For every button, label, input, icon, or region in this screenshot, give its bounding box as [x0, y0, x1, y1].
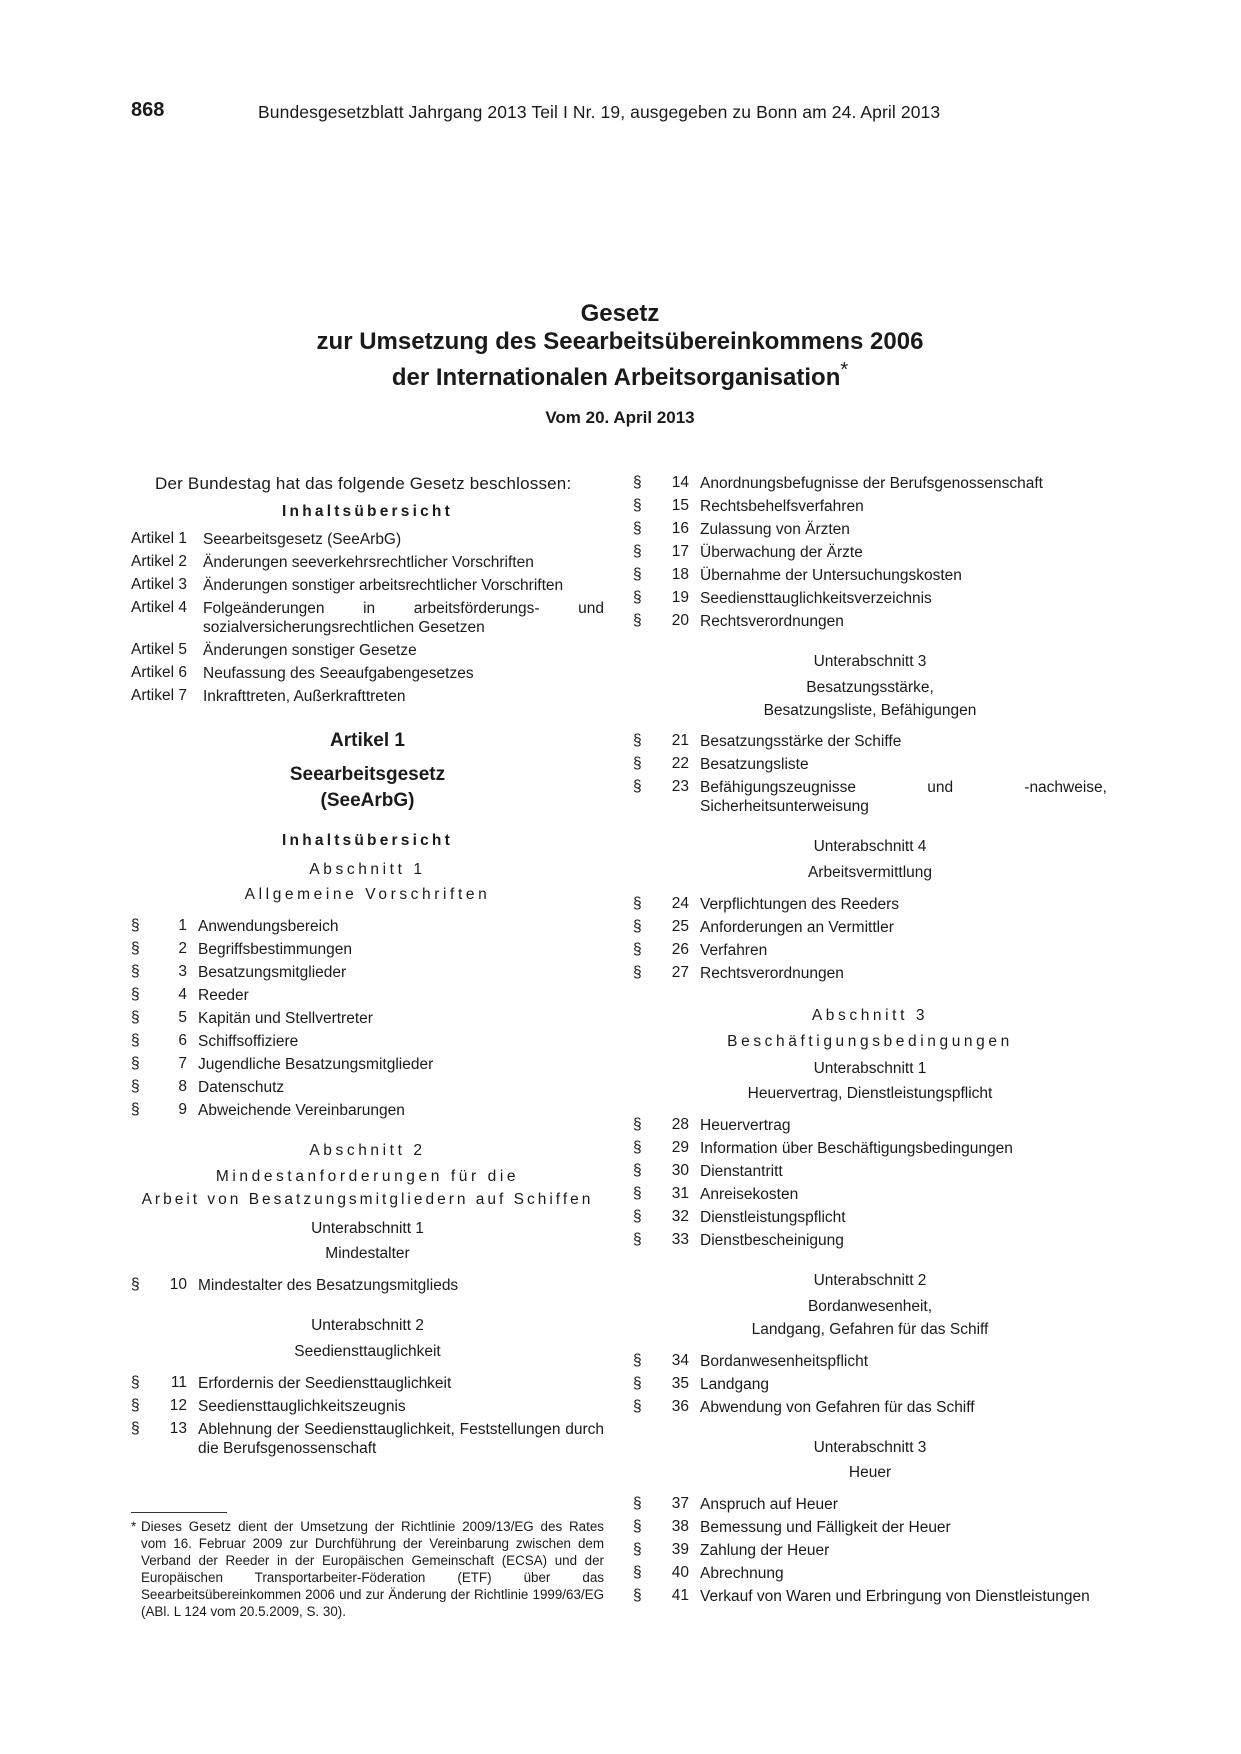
artikel-1-abbrev: (SeeArbG): [320, 789, 415, 811]
paragraph-title: Erfordernis der Seediensttauglichkeit: [198, 1374, 452, 1392]
unterabschnitt-2-3-title-2: Besatzungsliste, Befähigungen: [763, 701, 977, 719]
article-list-item: [131, 551, 604, 574]
paragraph-list-item: [633, 1585, 1107, 1608]
paragraph-list-item: [633, 1373, 1107, 1396]
footnote-text: Dieses Gesetz dient der Umsetzung der Richtlinie 2009/13/EG des Rates vom 16. Februar 2009 zur Durchführung der Vereinbarung zwischen dem Verband der Reeder in der Europäischen Gemeinschaft (ECSA) und der Europäischen Transportarbeiter-Föderation (ETF) über das Seearbeitsübereinkommen 2006 und zur Änderung der Richtlinie 1999/63/EG (ABl. L 124 vom 20.5.2009, S. 30).: [141, 1519, 604, 1619]
paragraph-list-item: [131, 1418, 604, 1460]
paragraph-title: Seediensttauglichkeitszeugnis: [198, 1397, 406, 1415]
article-list-item: [131, 597, 604, 639]
paragraph-number: 26: [671, 940, 689, 958]
paragraph-number: 22: [671, 755, 689, 773]
page-number: 868: [131, 99, 165, 121]
paragraph-number: 30: [671, 1162, 689, 1180]
paragraph-symbol: §: [131, 963, 140, 981]
paragraph-title: Reeder: [198, 987, 249, 1005]
paragraph-list-item: [131, 1274, 604, 1297]
unterabschnitt-2-4-list: [633, 893, 1107, 985]
footnote: [131, 1518, 604, 1620]
paragraph-list-item: [633, 1562, 1107, 1585]
abschnitt-2-title-2: Arbeit von Besatzungsmitgliedern auf Schiffen: [141, 1190, 594, 1208]
paragraph-title: Abwendung von Gefahren für das Schiff: [700, 1398, 975, 1416]
paragraph-number: 18: [671, 566, 689, 583]
paragraph-number: 31: [671, 1185, 689, 1203]
paragraph-number: 15: [671, 497, 689, 514]
paragraph-list-item: [633, 1183, 1107, 1206]
artikel-1-title: Seearbeitsgesetz: [289, 763, 446, 785]
title-line-1: Gesetz: [580, 300, 660, 327]
footnote-rule: [131, 1512, 227, 1513]
paragraph-symbol: §: [633, 1495, 642, 1513]
paragraph-list-item: [131, 1030, 604, 1053]
paragraph-number: 12: [169, 1396, 187, 1414]
paragraph-symbol: §: [633, 566, 642, 583]
paragraph-number: 39: [671, 1541, 689, 1559]
enactment-clause: Der Bundestag hat das folgende Gesetz beschlossen:: [155, 474, 572, 493]
unterabschnitt-2-3-title-1: Besatzungsstärke,: [806, 678, 934, 696]
paragraph-symbol: §: [633, 589, 642, 606]
paragraph-symbol: §: [131, 1032, 140, 1050]
paragraph-number: 8: [178, 1078, 187, 1096]
unterabschnitt-2-1-list: [131, 1274, 604, 1297]
paragraph-number: 17: [671, 543, 689, 560]
abschnitt-3-title: Beschäftigungsbedingungen: [727, 1032, 1013, 1050]
unterabschnitt-2-2-list-right: [633, 472, 1107, 633]
article-title: Folgeänderungen in arbeitsförderungs- und sozialversicherungsrechtlichen Gesetzen: [203, 599, 604, 636]
paragraph-symbol: §: [633, 497, 642, 514]
unterabschnitt-2-3-label: Unterabschnitt 3: [813, 653, 927, 670]
paragraph-list-item: [633, 893, 1107, 916]
paragraph-symbol: §: [633, 1564, 642, 1582]
paragraph-number: 28: [671, 1116, 689, 1134]
paragraph-symbol: §: [633, 732, 642, 750]
paragraph-symbol: §: [633, 520, 642, 537]
paragraph-title: Anreisekosten: [700, 1186, 799, 1204]
unterabschnitt-3-3-label: Unterabschnitt 3: [813, 1438, 927, 1456]
paragraph-title: Anforderungen an Vermittler: [700, 918, 894, 936]
paragraph-list-item: [131, 1007, 604, 1030]
paragraph-title: Information über Beschäftigungsbedingungen: [700, 1140, 1013, 1158]
paragraph-title: Jugendliche Besatzungsmitglieder: [198, 1056, 434, 1074]
paragraph-number: 36: [671, 1397, 689, 1415]
paragraph-title: Schiffsoffiziere: [198, 1033, 299, 1051]
abschnitt-1-list: [131, 915, 604, 1122]
unterabschnitt-3-2-title-2: Landgang, Gefahren für das Schiff: [751, 1320, 989, 1338]
right-column: [633, 472, 1107, 1608]
article-title: Inkrafttreten, Außerkrafttreten: [203, 687, 406, 705]
paragraph-symbol: §: [633, 1518, 642, 1536]
article-title: Änderungen sonstiger Gesetze: [203, 641, 417, 659]
paragraph-number: 37: [671, 1495, 689, 1513]
paragraph-list-item: [131, 984, 604, 1007]
paragraph-symbol: §: [633, 778, 642, 796]
title-line-2: zur Umsetzung des Seearbeitsübereinkommens 2006: [316, 328, 924, 355]
paragraph-list-item: [633, 472, 1107, 495]
paragraph-symbol: §: [633, 1587, 642, 1605]
paragraph-list-item: [633, 730, 1107, 753]
article-list-item: [131, 685, 604, 708]
article-title: Änderungen sonstiger arbeitsrechtlicher Vorschriften: [203, 576, 564, 594]
paragraph-title: Mindestalter des Besatzungsmitglieds: [198, 1277, 459, 1295]
article-number: Artikel 7: [131, 686, 187, 704]
paragraph-symbol: §: [131, 1009, 140, 1027]
footnote-mark: *: [131, 1519, 137, 1534]
paragraph-symbol: §: [131, 1055, 140, 1073]
paragraph-number: 27: [671, 963, 689, 981]
paragraph-number: 7: [178, 1055, 187, 1073]
unterabschnitt-2-4-label: Unterabschnitt 4: [813, 838, 927, 856]
paragraph-title: Kapitän und Stellvertreter: [198, 1010, 373, 1028]
article-list-item: [131, 528, 604, 551]
paragraph-number: 23: [671, 778, 689, 796]
paragraph-number: 34: [671, 1351, 689, 1369]
paragraph-title: Besatzungsmitglieder: [198, 964, 347, 982]
paragraph-title: Befähigungszeugnisse und -nachweise, Sicherheitsunterweisung: [700, 779, 1107, 816]
unterabschnitt-2-3-list: [633, 730, 1107, 818]
paragraph-title: Zahlung der Heuer: [700, 1542, 830, 1560]
paragraph-title: Begriffsbestimmungen: [198, 941, 352, 959]
article-number: Artikel 6: [131, 663, 187, 681]
paragraph-title: Landgang: [700, 1375, 769, 1393]
paragraph-number: 5: [178, 1009, 187, 1027]
paragraph-title: Bemessung und Fälligkeit der Heuer: [700, 1519, 951, 1537]
article-number: Artikel 5: [131, 640, 187, 658]
paragraph-symbol: §: [633, 940, 642, 958]
artikel-1-label: Artikel 1: [330, 729, 405, 751]
paragraph-list-item: [633, 1206, 1107, 1229]
paragraph-symbol: §: [633, 1139, 642, 1157]
paragraph-list-item: [131, 1053, 604, 1076]
paragraph-symbol: §: [633, 474, 642, 491]
paragraph-number: 1: [178, 917, 187, 935]
abschnitt-3-label: Abschnitt 3: [811, 1006, 929, 1024]
unterabschnitt-2-2-label: Unterabschnitt 2: [311, 1317, 424, 1335]
paragraph-symbol: §: [633, 1208, 642, 1226]
paragraph-number: 13: [169, 1419, 187, 1437]
article-title: Neufassung des Seeaufgabengesetzes: [203, 664, 474, 682]
article-title: Änderungen seeverkehrsrechtlicher Vorschriften: [203, 553, 534, 571]
article-title: Seearbeitsgesetz (SeeArbG): [203, 530, 402, 548]
paragraph-list-item: [633, 939, 1107, 962]
paragraph-list-item: [633, 916, 1107, 939]
article-list-item: [131, 662, 604, 685]
unterabschnitt-2-1-title: Mindestalter: [325, 1245, 410, 1263]
paragraph-title: Besatzungsliste: [700, 756, 809, 774]
unterabschnitt-3-2-label: Unterabschnitt 2: [813, 1272, 927, 1290]
paragraph-title: Dienstleistungspflicht: [700, 1209, 846, 1227]
law-title: [240, 300, 1000, 392]
paragraph-title: Überwachung der Ärzte: [700, 544, 863, 561]
title-line-3: [240, 356, 1000, 392]
article-number: Artikel 2: [131, 552, 187, 570]
paragraph-list-item: [131, 1372, 604, 1395]
abschnitt-2-label: Abschnitt 2: [309, 1142, 426, 1160]
paragraph-symbol: §: [131, 1078, 140, 1096]
paragraph-title: Verfahren: [700, 941, 768, 959]
unterabschnitt-3-1-title: Heuervertrag, Dienstleistungspflicht: [747, 1085, 993, 1103]
artikel-1-toc-heading: Inhaltsübersicht: [282, 831, 453, 849]
paragraph-number: 16: [671, 520, 689, 537]
paragraph-list-item: [633, 1516, 1107, 1539]
abschnitt-1-label: Abschnitt 1: [309, 860, 426, 878]
abschnitt-2-title-1: Mindestanforderungen für die: [215, 1167, 520, 1185]
footnote-marker: *: [840, 359, 849, 381]
paragraph-symbol: §: [633, 1185, 642, 1203]
paragraph-list-item: [633, 776, 1107, 818]
paragraph-list-item: [633, 587, 1107, 610]
paragraph-symbol: §: [633, 894, 642, 912]
paragraph-symbol: §: [131, 1101, 140, 1119]
paragraph-list-item: [131, 1395, 604, 1418]
paragraph-title: Dienstantritt: [700, 1163, 783, 1181]
paragraph-symbol: §: [633, 1397, 642, 1415]
paragraph-list-item: [633, 564, 1107, 587]
paragraph-symbol: §: [131, 1396, 140, 1414]
paragraph-number: 25: [671, 917, 689, 935]
paragraph-list-item: [633, 1137, 1107, 1160]
paragraph-title: Dienstbescheinigung: [700, 1232, 844, 1250]
paragraph-number: 3: [178, 963, 187, 981]
paragraph-symbol: §: [633, 1374, 642, 1392]
unterabschnitt-2-1-label: Unterabschnitt 1: [311, 1219, 424, 1237]
paragraph-symbol: §: [633, 543, 642, 560]
paragraph-list-item: [633, 541, 1107, 564]
unterabschnitt-3-1-list: [633, 1114, 1107, 1252]
paragraph-symbol: §: [131, 1276, 140, 1294]
paragraph-number: 40: [671, 1564, 689, 1582]
paragraph-title: Rechtsbehelfsverfahren: [700, 498, 864, 515]
paragraph-title: Verpflichtungen des Reeders: [700, 895, 900, 913]
paragraph-title: Rechtsverordnungen: [700, 613, 844, 630]
paragraph-title: Anspruch auf Heuer: [700, 1496, 838, 1514]
paragraph-number: 10: [169, 1276, 187, 1294]
paragraph-title: Zulassung von Ärzten: [700, 521, 850, 538]
paragraph-symbol: §: [633, 917, 642, 935]
paragraph-number: 35: [671, 1374, 689, 1392]
unterabschnitt-3-3-list: [633, 1493, 1107, 1608]
paragraph-symbol: §: [131, 1373, 140, 1391]
paragraph-symbol: §: [633, 1351, 642, 1369]
paragraph-number: 19: [671, 589, 689, 606]
article-number: Artikel 3: [131, 575, 187, 593]
paragraph-symbol: §: [131, 940, 140, 958]
article-list-item: [131, 574, 604, 597]
paragraph-symbol: §: [633, 1116, 642, 1134]
paragraph-title: Übernahme der Untersuchungskosten: [700, 567, 962, 584]
paragraph-list-item: [633, 1114, 1107, 1137]
paragraph-title: Ablehnung der Seediensttauglichkeit, Feststellungen durch die Berufsgenossenschaft: [198, 1420, 604, 1457]
paragraph-list-item: [633, 495, 1107, 518]
unterabschnitt-3-3-title: Heuer: [848, 1464, 892, 1482]
unterabschnitt-3-2-title-1: Bordanwesenheit,: [807, 1297, 933, 1315]
law-date: Vom 20. April 2013: [545, 408, 695, 427]
paragraph-list-item: [131, 938, 604, 961]
paragraph-number: 32: [671, 1208, 689, 1226]
article-list-item: [131, 639, 604, 662]
paragraph-list-item: [633, 1160, 1107, 1183]
paragraph-list-item: [633, 1229, 1107, 1252]
paragraph-number: 14: [671, 474, 689, 491]
article-number: Artikel 1: [131, 529, 187, 547]
paragraph-list-item: [633, 753, 1107, 776]
paragraph-symbol: §: [633, 755, 642, 773]
paragraph-number: 38: [671, 1518, 689, 1536]
paragraph-number: 2: [178, 940, 187, 958]
unterabschnitt-2-2-title: Seediensttauglichkeit: [294, 1342, 441, 1360]
paragraph-title: Verkauf von Waren und Erbringung von Dienstleistungen: [700, 1588, 1090, 1606]
paragraph-list-item: [633, 518, 1107, 541]
paragraph-symbol: §: [131, 917, 140, 935]
paragraph-list-item: [633, 1493, 1107, 1516]
paragraph-list-item: [633, 1396, 1107, 1419]
paragraph-symbol: §: [633, 1162, 642, 1180]
paragraph-symbol: §: [633, 1231, 642, 1249]
paragraph-title: Rechtsverordnungen: [700, 964, 844, 982]
paragraph-symbol: §: [633, 963, 642, 981]
paragraph-list-item: [633, 1350, 1107, 1373]
paragraph-list-item: [633, 962, 1107, 985]
paragraph-symbol: §: [633, 1541, 642, 1559]
unterabschnitt-3-2-list: [633, 1350, 1107, 1419]
paragraph-number: 20: [671, 612, 689, 629]
paragraph-title: Seediensttauglichkeitsverzeichnis: [700, 590, 932, 607]
paragraph-number: 9: [178, 1101, 187, 1119]
paragraph-number: 33: [671, 1231, 689, 1249]
paragraph-number: 11: [170, 1373, 187, 1391]
paragraph-list-item: [131, 1076, 604, 1099]
paragraph-list-item: [131, 915, 604, 938]
paragraph-number: 29: [671, 1139, 689, 1157]
paragraph-number: 41: [671, 1587, 689, 1605]
abschnitt-1-title: Allgemeine Vorschriften: [244, 886, 491, 904]
paragraph-symbol: §: [131, 986, 140, 1004]
title-line-3-text: der Internationalen Arbeitsorganisation: [391, 364, 841, 391]
paragraph-title: Anwendungsbereich: [198, 918, 339, 936]
toc-heading: Inhaltsübersicht: [282, 503, 453, 520]
running-header: Bundesgesetzblatt Jahrgang 2013 Teil I Nr. 19, ausgegeben zu Bonn am 24. April 2013: [258, 102, 941, 122]
paragraph-number: 6: [178, 1032, 187, 1050]
article-number: Artikel 4: [131, 598, 187, 616]
paragraph-title: Abrechnung: [700, 1565, 784, 1583]
paragraph-number: 4: [178, 986, 187, 1004]
paragraph-list-item: [131, 1099, 604, 1122]
unterabschnitt-2-4-title: Arbeitsvermittlung: [807, 864, 933, 882]
paragraph-title: Abweichende Vereinbarungen: [198, 1102, 405, 1120]
paragraph-title: Datenschutz: [198, 1079, 285, 1097]
paragraph-title: Anordnungsbefugnisse der Berufsgenossenschaft: [700, 475, 1043, 492]
paragraph-number: 21: [671, 732, 689, 750]
paragraph-title: Besatzungsstärke der Schiffe: [700, 733, 902, 751]
left-column: [131, 472, 604, 1460]
paragraph-list-item: [633, 1539, 1107, 1562]
paragraph-list-item: [633, 610, 1107, 633]
unterabschnitt-2-2-list-left: [131, 1372, 604, 1460]
article-list: [131, 528, 604, 708]
paragraph-symbol: §: [131, 1419, 140, 1437]
paragraph-title: Bordanwesenheitspflicht: [700, 1352, 869, 1370]
unterabschnitt-3-1-label: Unterabschnitt 1: [813, 1059, 927, 1077]
paragraph-list-item: [131, 961, 604, 984]
paragraph-title: Heuervertrag: [700, 1117, 791, 1135]
paragraph-number: 24: [671, 894, 689, 912]
paragraph-symbol: §: [633, 612, 642, 629]
